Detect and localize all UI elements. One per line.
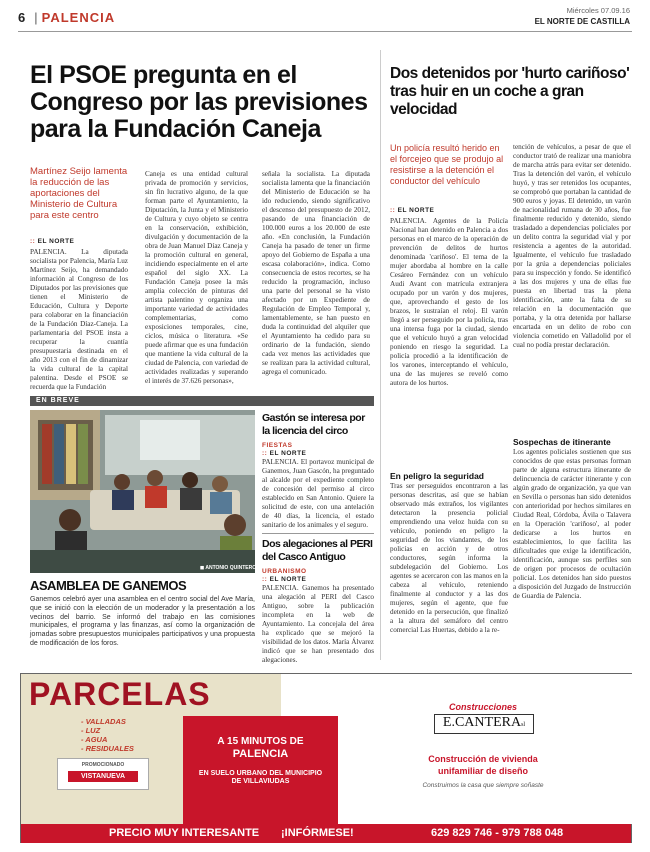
ad-inform-text: ¡INFÓRMESE! bbox=[281, 827, 354, 839]
assembly-photo bbox=[30, 410, 255, 573]
ad-company-line: Construcciones bbox=[448, 702, 517, 712]
ad-feature: - RESIDUALES bbox=[81, 744, 134, 753]
photo-title: ASAMBLEA DE GANEMOS bbox=[30, 578, 187, 593]
advertisement[interactable] bbox=[20, 673, 632, 843]
side-subtitle: Un policía resultó herido en el forcejeo que se produjo al resistirse a la detención el conductor del vehículo bbox=[390, 143, 504, 186]
en-breve-bar: EN BREVE bbox=[30, 396, 374, 406]
side-subhead-2: Sospechas de itinerante bbox=[513, 437, 611, 447]
brief2-title: Dos alegaciones al PERI del Casco Antiguo bbox=[262, 538, 373, 563]
camera-icon: ◼ bbox=[200, 565, 206, 571]
ad-middle-line3: EN SUELO URBANO DEL MUNICIPIO bbox=[198, 770, 323, 777]
side-headline: Dos detenidos por 'hurto cariñoso' tras huir en un coche a gran velocidad bbox=[390, 65, 630, 118]
brief1-byline: :: EL NORTE bbox=[262, 450, 307, 457]
issue-date: Miércoles 07.09.16 bbox=[566, 6, 630, 15]
photo-caption: Ganemos celebró ayer una asamblea en el centro social del Ave María, que se inició con la elección de un moderador y la presentación a los vecinos del barrio. Se informó del trabajo en las comisiones municipales, el programa y las finanzas, así como la organización de jornadas sobre presupuestos municipales participativos y una propuesta de modificación de los foros. bbox=[30, 596, 255, 647]
ad-middle-line4: DE VILLAVIUDAS bbox=[231, 778, 290, 785]
column-divider bbox=[380, 50, 381, 660]
page-number: 6 bbox=[18, 10, 26, 25]
ad-right-panel bbox=[338, 674, 633, 824]
ad-feature: - LUZ bbox=[81, 726, 101, 735]
ad-phone-numbers: 629 829 746 - 979 788 048 bbox=[431, 827, 564, 839]
ad-tag-2: unifamiliar de diseño bbox=[437, 766, 529, 776]
ad-promo-logo bbox=[57, 758, 149, 790]
main-headline: El PSOE pregunta en el Congreso por las previsiones para la Fundación Caneja bbox=[30, 61, 368, 143]
ad-promo-label: PROMOCIONADO bbox=[81, 762, 125, 768]
side-col-1b: Tras ser perseguidos encontraron a las personas descritas, así que se habían observado más extraños, los vigilantes detectaron la presencia policial emprendiendo una veloz huida con su vehículo, poniendo en peligro la seguridad de los viandantes, de los policías en acción y de otros conductores, según informa la subdelegación del Gobierno. Los agentes se acercaron con las manos en la cabeza al vehículo, reteniendo finalmente al conductor y a las dos mujeres, según el agente, que fue detenido en la persecución, que finalizó a la altura del semáforo del centro comercial Las Huertas, debido a la re- bbox=[390, 482, 508, 634]
brief2-tag: URBANISMO bbox=[262, 568, 307, 575]
brief-divider bbox=[262, 533, 374, 534]
main-col-1: PALENCIA. La diputada socialista por Palencia, María Luz Martínez Seijo, ha demandado información al Congreso de los Diputados por las previsiones que tienen el Ministerio de Educación, Cultura y Deporte para colaborar en la financiación de la Fundación Díaz-Caneja. La parlamentaria del PSOE insta a recuperar la cuantía presupuestaria destinada en el año 2013 con el fin de dinamizar la vida cultural de la capital palentina. Desde el PSOE se recuerda que la Fundación bbox=[30, 248, 128, 391]
ad-tag-1: Construcción de vivienda bbox=[428, 754, 538, 764]
brief1-tag: FIESTAS bbox=[262, 442, 293, 449]
assembly-photo-art bbox=[30, 410, 255, 573]
ad-feature-list bbox=[81, 717, 134, 753]
ad-feature: - VALLADAS bbox=[81, 717, 126, 726]
brief1-text: PALENCIA. El portavoz municipal de Ganemos, Juan Gascón, ha preguntado al alcalde por el expediente completo de concesión del permiso al circo establecido en San Antonio. Quiere la solicitud de este, con una antelación de 40 días, la licencia, el estado sanitario de los animales y el seguro. bbox=[262, 458, 374, 529]
side-col-1: PALENCIA. Agentes de la Policía Nacional han detenido en Palencia a dos personas en el marco de la operación de prevención de delitos de hurtos denominada 'cariñoso'. El tema de la mujer abordaba al hombre en la calle Cesáreo Fernández con un vehículo Audi Avant con matrícula extranjera ocupado por un varón y dos mujeres, que, aprovechando el gesto de los brazos, le sustraían el reloj. El varón llegó a ser perseguido por la policía, tras una intensa fuga por la ciudad, siendo que el vehículo huyó a gran velocidad poniendo en riesgo la seguridad. La policía procedió a la identificación de los varones, interceptando el vehículo, una de las mujeres se reveló como autora de los hurtos. bbox=[390, 217, 508, 387]
ad-promo-brand: VISTANUEVA bbox=[68, 771, 138, 782]
ad-price-text: PRECIO MUY INTERESANTE bbox=[109, 827, 260, 839]
newspaper-name: EL NORTE DE CASTILLA bbox=[534, 17, 630, 26]
side-col-2b: Los agentes policiales sostienen que sus conocidos de que estas personas forman parte de alguna estructura itinerante de delincuencia de carácter itinerante y con algún grado de organización, ya que van en Sevilla o personas han sido detenidos con anterioridad por hechos similares en Ciudad Real, Córdoba, Ávila o Talavera en la Operación 'cariñoso', al poder dedicarse a los hurtos en establecimientos, lo que facilita las dificultades que exige la identificación, identificación, aunque sus perfiles son de origen por procesos de ocultación policial. Los detenidos han sido puestos a disposición del Juzgado de Instrucción de Guardia de Palencia. bbox=[513, 448, 631, 600]
ad-middle-line1: A 15 MINUTOS DE bbox=[217, 736, 304, 747]
photo-credit: ◼ ANTONIO QUINTERO bbox=[200, 565, 257, 571]
brief2-text: PALENCIA. Ganemos ha presentado una alegación al PERI del Casco Antiguo, sobre la publicación incompleta en la web de Ayuntamiento. La concejala del área ha explicado que se mejoró la visibilidad de los datos. María Álvarez indicó que se han presentado dos alegaciones. bbox=[262, 584, 374, 664]
ad-title: PARCELAS bbox=[29, 676, 211, 712]
main-subtitle: Martínez Seijo lamenta la reducción de las aportaciones del Ministerio de Cultura para este centro bbox=[30, 166, 128, 221]
side-subhead-1: En peligro la seguridad bbox=[390, 471, 484, 481]
main-byline: :: EL NORTE bbox=[30, 238, 75, 245]
main-col-3: señala la socialista. La diputada socialista lamenta que la financiación del Ministerio de Educación se ha ido reduciendo, siendo significativo el descenso del presupuesto de 2012, pasando de una financiación de 100.000 euros a los 20.000 de este año. «En conclusión, la Fundación Caneja ha pasado de tener un firme apoyo del Gobierno de España a una escasa colaboración», indica. Como consecuencia de estos recortes, se ha reducido la programación, incluso una parte del personal se ha visto afectado por un Expediente de Regulación de Empleo Temporal y, lamentablemente, se han puesto en duda la continuidad del alquiler que el Ayuntamiento ha cedido para su ordinario de la fundación, siendo cada vez menos las actividades que se realizan para la actividad cultural, agrega el comunicado. bbox=[262, 170, 370, 376]
ad-middle-line2: PALENCIA bbox=[232, 748, 289, 760]
header-divider bbox=[18, 31, 632, 32]
ad-feature: - AGUA bbox=[81, 735, 108, 744]
brief1-title: Gastón se interesa por la licencia del circo bbox=[262, 412, 365, 437]
ad-middle-panel bbox=[183, 716, 338, 824]
ad-slogan: Construimos la casa que siempre soñaste bbox=[422, 782, 544, 789]
ad-bottom-bar bbox=[21, 824, 631, 843]
brief2-byline: :: EL NORTE bbox=[262, 576, 307, 583]
section-name: | PALENCIA bbox=[34, 10, 115, 25]
side-byline: :: EL NORTE bbox=[390, 207, 435, 214]
ad-company-logo: E.CANTERAsl bbox=[434, 714, 534, 734]
main-col-2: Caneja es una entidad cultural privada de promoción y servicios, sin fin lucrativo alguno, de la que forman parte el Ayuntamiento, la Diputación, la Junta y el Ministerio de Cultura y cuyo objeto se centra en la conservación, exhibición, divulgación y documentación de la obra de Juan Manuel Díaz Caneja y la promoción cultural en general, incidiendo especialmente en el arte español del siglo XX. La Fundación Caneja posee la más amplia colección de pinturas del artista palentino y organiza una importante variedad de actividades complementarias, como exposiciones temporales, cine, ciclos, música o literatura. «Se puede afirmar que es una fundación que mantiene la vida cultural de la ciudad de Palencia, con variedad de actividades realizadas y superando el interés de 37.626 personas», bbox=[145, 170, 248, 385]
side-col-2: tención de vehículos, a pesar de que el conductor trató de realizar una maniobra de marcha atrás para evitar ser detenido. Tras la detención del varón, el vehículo huyó, y tras ser retenidos los ocupantes, se comprobó que portaban la cantidad de 900 euros y joyas. El detenido, un varón de nacionalidad rumana de 30 años, fue finalmente reducido y detenido, siendo trasladado a dependencias policiales por un delito contra la seguridad vial y por resistencia a agentes de la autoridad. Igualmente, el vehículo fue trasladado por la grúa a dependencias policiales para su inspección y fondo. Se identificó a las dos mujeres y una de ellas fue puesta en libertad tras la plena identificación, ante la falta de su relación en la documentación que portaba, y la otra detenida por hallarse encartada en un delito de robo con violencia cometido en Valladolid por el cual no podía prestar declaración. bbox=[513, 143, 631, 349]
